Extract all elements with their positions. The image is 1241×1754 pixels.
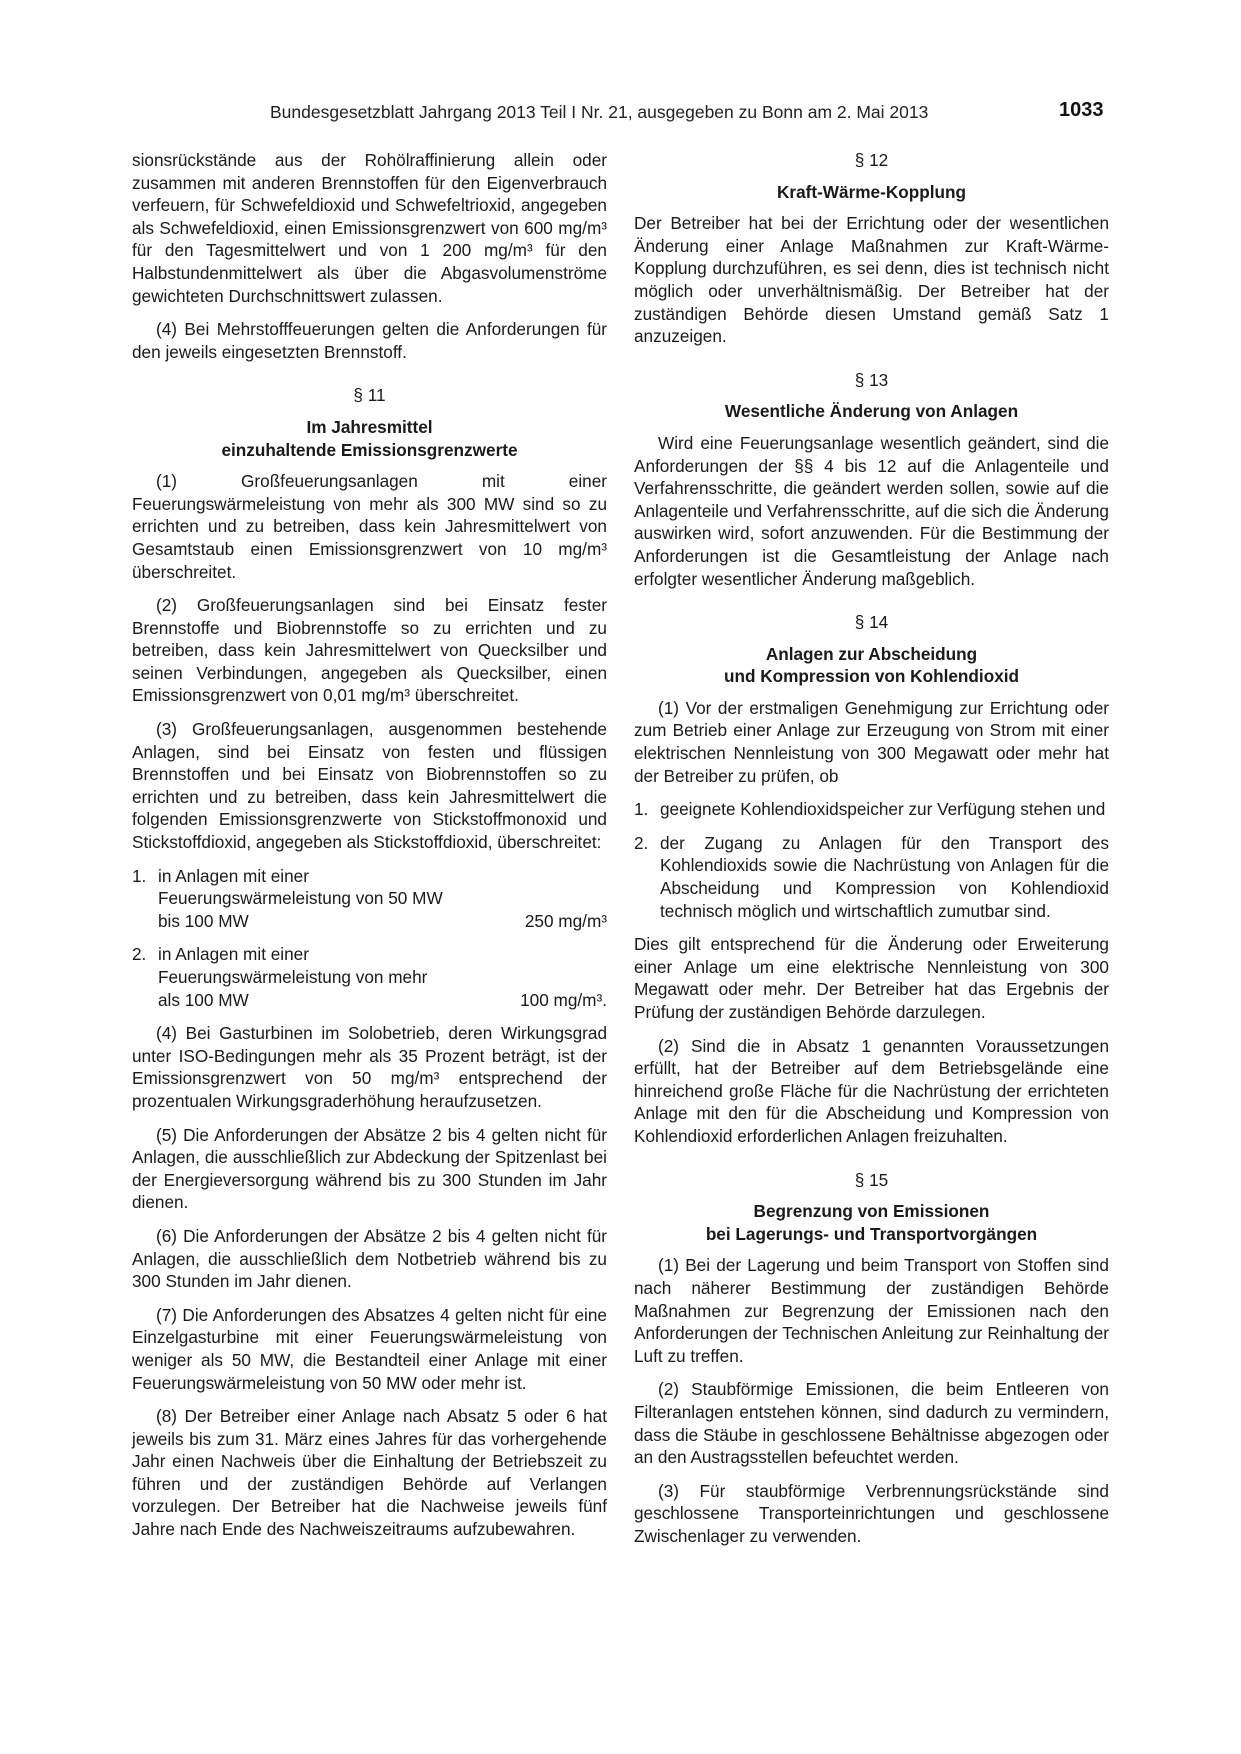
section-15-title [634,1200,1109,1245]
section-14-number: § 14 [854,612,889,633]
s12-paragraph: Der Betreiber hat bei der Errichtung oder der wesentlichen Änderung einer Anlage Maßnahmen zur Kraft-Wärme-Kopplung durchzuführen, es sei denn, dies ist technisch nicht möglich oder unverhältnismäßig. Der Betreiber hat der zuständigen Behörde diesen Umstand gemäß Satz 1 anzuzeigen. [634,213,1109,347]
s11-paragraph-7: (7) Die Anforderungen des Absatzes 4 gelten nicht für eine Einzelgasturbine mit einer Feuerungswärmeleistung von weniger als 50 MW, die Bestandteil einer Anlage mit einer Feuerungswärmeleistung von 50 MW oder mehr ist. [132,1304,607,1393]
right-column [634,149,1109,1558]
section-11-title-line2: einzuhaltende Emissionsgrenzwerte [221,439,518,460]
left-column [132,149,607,1552]
list-text: geeignete Kohlendioxidspeicher zur Verfügung stehen und [660,799,1106,820]
s15-paragraph-2: (2) Staubförmige Emissionen, die beim Entleeren von Filteranlagen entstehen können, sind dadurch zu vermindern, dass die Stäube in geschlossene Behältnisse abgezogen oder an den Austragsstellen befeuchtet werden. [634,1379,1109,1468]
list-text: in Anlagen mit einer Feuerungswärmeleistung von 50 MW bis 100 MW [158,865,443,931]
s14-paragraph-1-continued: Dies gilt entsprechend für die Änderung oder Erweiterung einer Anlage um eine elektrische Nennleistung von 300 Megawatt oder mehr. Der Betreiber hat das Ergebnis der Prüfung der zuständigen Behörde darzulegen. [634,934,1109,1022]
s14-paragraph-1: (1) Vor der erstmaligen Genehmigung zur Errichtung oder zum Betrieb einer Anlage zur Erzeugung von Strom mit einer elektrischen Nennleistung von 300 Megawatt oder mehr hat der Betreiber zu prüfen, ob [634,697,1109,786]
section-11-title [132,416,607,461]
s11-paragraph-8: (8) Der Betreiber einer Anlage nach Absatz 5 oder 6 hat jeweils bis zum 31. März eines Jahres für das vorhergehende Jahr einen Nachweis über die Einhaltung der Betriebszeit zu führen und der zuständigen Behörde auf Verlangen vorzulegen. Der Betreiber hat die Nachweise jeweils fünf Jahre nach Ende des Nachweiszeitraums aufzubewahren. [132,1406,607,1540]
s11-list-item [132,865,607,933]
s15-paragraph-1: (1) Bei der Lagerung und beim Transport von Stoffen sind nach näherer Bestimmung der zuständigen Behörde Maßnahmen zur Begrenzung der Emissionen nach den Anforderungen der Technischen Anleitung zur Reinhaltung der Luft zu treffen. [634,1255,1109,1366]
s11-paragraph-4: (4) Bei Gasturbinen im Solobetrieb, deren Wirkungsgrad unter ISO-Bedingungen mehr als 35 Prozent beträgt, ist der Emissionsgrenzwert von 50 mg/m³ entsprechend der prozentualen Wirkungsgraderhöhung heraufzusetzen. [132,1023,607,1111]
s11-paragraph-3: (3) Großfeuerungsanlagen, ausgenommen bestehende Anlagen, sind bei Einsatz von festen und flüssigen Brennstoffen und bei Einsatz von Biobrennstoffen so zu errichten und zu betreiben, dass kein Jahresmittelwert die folgenden Emissionsgrenzwerte von Stickstoffmonoxid und Stickstoffdioxid, angegeben als Stickstoffdioxid, überschreitet: [132,719,607,853]
running-header: Bundesgesetzblatt Jahrgang 2013 Teil I Nr. 21, ausgegeben zu Bonn am 2. Mai 2013 [270,102,929,122]
paragraph-4: (4) Bei Mehrstofffeuerungen gelten die Anforderungen für den jeweils eingesetzten Brennstoff. [132,319,607,362]
s11-paragraph-1: (1) Großfeuerungsanlagen mit einer Feuerungswärmeleistung von mehr als 300 MW sind so zu errichten und zu betreiben, dass kein Jahresmittelwert von Gesamtstaub einen Emissionsgrenzwert von 10 mg/m³ überschreitet. [132,471,607,582]
s11-paragraph-2: (2) Großfeuerungsanlagen sind bei Einsatz fester Brennstoffe und Biobrennstoffe so zu errichten und zu betreiben, dass kein Jahresmittelwert von Quecksilber und seinen Verbindungen, angegeben als Quecksilber, einen Emissionsgrenzwert von 0,01 mg/m³ überschreitet. [132,595,607,706]
list-number: 1. [634,799,649,820]
section-13-title: Wesentliche Änderung von Anlagen [724,401,1019,422]
list-text: in Anlagen mit einer Feuerungswärmeleistung von mehr als 100 MW [158,944,428,1010]
section-15-title-line1: Begrenzung von Emissionen [753,1201,990,1222]
list-number: 2. [132,944,147,965]
s11-list-item [132,943,607,1011]
list-number: 2. [634,832,649,853]
section-15-title-line2: bei Lagerungs- und Transportvorgängen [705,1223,1038,1244]
section-13-number: § 13 [854,369,889,390]
list-value: 250 mg/m³ [524,910,607,931]
list-text: der Zugang zu Anlagen für den Transport des Kohlendioxids sowie die Nachrüstung von Anlagen für die Abscheidung und Kompression von Kohlendioxid technisch möglich und wirtschaftlich zumutbar sind. [660,832,1109,921]
s13-paragraph: Wird eine Feuerungsanlage wesentlich geändert, sind die Anforderungen der §§ 4 bis 12 auf die Anlagenteile und Verfahrensschritte, die geändert werden sollen, sowie auf die Anlagenteile und Verfahrensschritte, auf die sich die Änderung auswirken wird, sofort anzuwenden. Für die Bestimmung der Anforderungen ist die Gesamtleistung der Anlage nach erfolgter wesentlicher Änderung maßgeblich. [634,432,1109,589]
s15-paragraph-3: (3) Für staubförmige Verbrennungsrückstände sind geschlossene Transporteinrichtungen und geschlossene Zwischenlager zu verwenden. [634,1480,1109,1546]
section-15-number: § 15 [854,1169,889,1190]
section-11-number: § 11 [353,385,386,406]
s11-paragraph-5: (5) Die Anforderungen der Absätze 2 bis 4 gelten nicht für Anlagen, die ausschließlich zur Abdeckung der Spitzenlast bei der Energieversorgung während bis zu 300 Stunden im Jahr dienen. [132,1124,607,1213]
s14-list-item [634,798,1109,821]
carryover-paragraph: sionsrückstände aus der Rohölraffinierung allein oder zusammen mit anderen Brennstoffen für den Eigenverbrauch verfeuern, für Schwefeldioxid und Schwefeltrioxid, angegeben als Schwefeldioxid, einen Emissionsgrenzwert von 600 mg/m³ für den Tagesmittelwert und von 1 200 mg/m³ für den Halbstundenmittelwert als über die Abgasvolumenströme gewichteten Durchschnittswert zulassen. [132,150,607,306]
section-14-title-line1: Anlagen zur Abscheidung [765,643,978,664]
list-number: 1. [132,865,147,886]
s14-list-item [634,832,1109,922]
section-14-title [634,643,1109,688]
page-number: 1033 [1059,99,1104,121]
section-12-title: Kraft-Wärme-Kopplung [776,181,967,202]
section-12-number: § 12 [854,150,889,170]
s14-paragraph-2: (2) Sind die in Absatz 1 genannten Voraussetzungen erfüllt, hat der Betreiber auf dem Betriebsgelände eine hinreichend große Fläche für die Nachrüstung der errichteten Anlage mit den für die Abscheidung und Kompression von Kohlendioxid erforderlichen Anlagen freizuhalten. [634,1035,1109,1146]
section-14-title-line2: und Kompression von Kohlendioxid [723,666,1020,687]
s11-paragraph-6: (6) Die Anforderungen der Absätze 2 bis 4 gelten nicht für Anlagen, die ausschließlich dem Notbetrieb während bis zu 300 Stunden im Jahr dienen. [132,1225,607,1292]
section-11-title-line1: Im Jahresmittel [306,416,433,437]
list-value: 100 mg/m³. [520,989,607,1010]
